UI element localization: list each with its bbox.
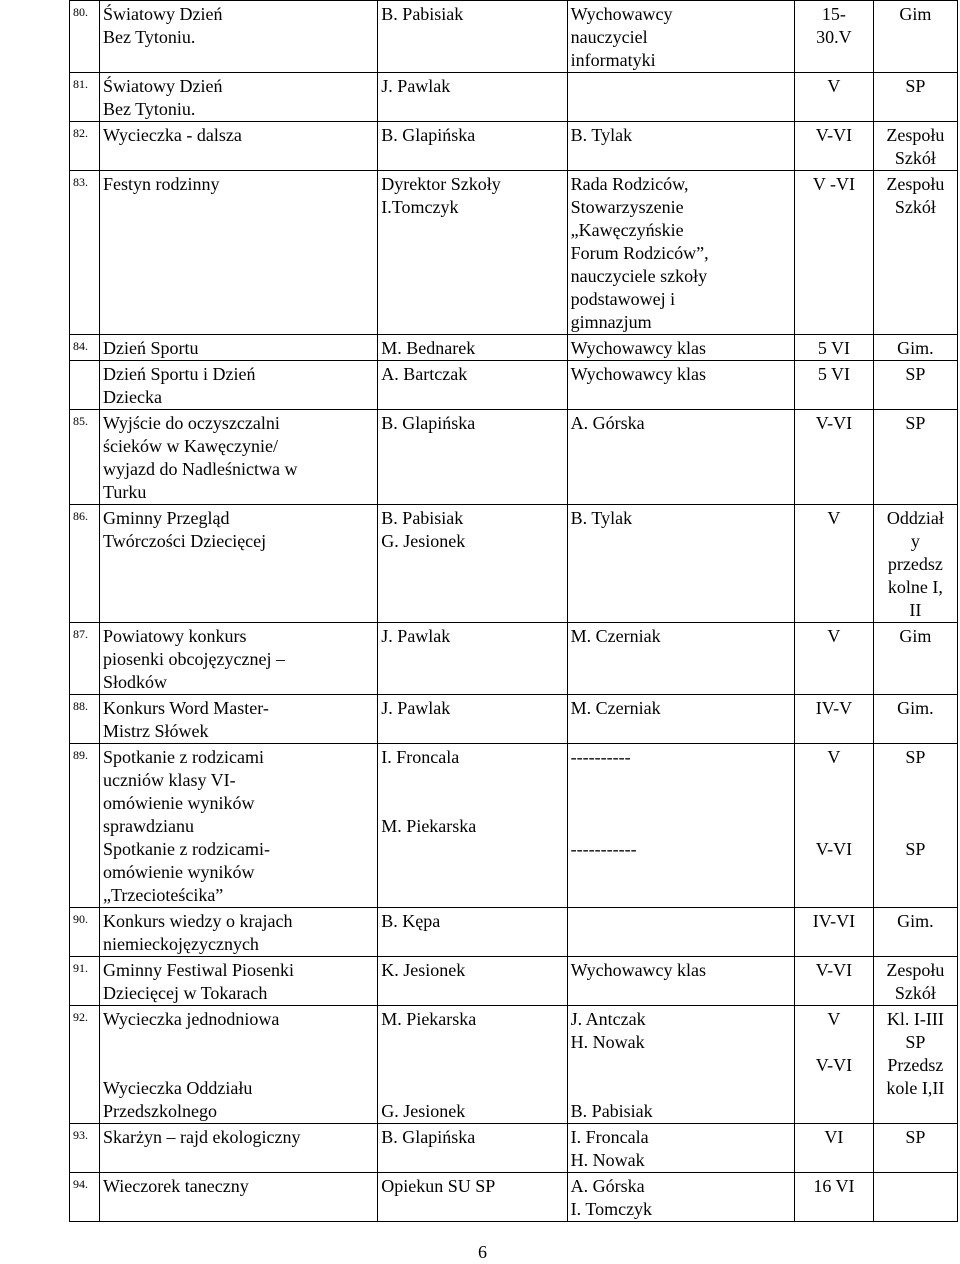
cell-line: Gminny Przegląd xyxy=(103,508,230,528)
cell-school xyxy=(873,171,957,335)
cell-line: G. Jesionek xyxy=(381,1101,466,1121)
cell-org xyxy=(378,744,567,908)
cell-who xyxy=(567,623,794,695)
cell-line: V-VI xyxy=(815,839,853,859)
cell-cls xyxy=(795,623,874,695)
cell-line: I. Tomczyk xyxy=(570,1199,653,1219)
cell-line: B. Glapińska xyxy=(381,1127,476,1147)
cell-line: nauczyciel xyxy=(570,27,648,47)
table-row xyxy=(70,744,958,908)
cell-line: SP xyxy=(905,1127,926,1147)
cell-line: Gim xyxy=(899,4,932,24)
table-row xyxy=(70,361,958,410)
cell-line: J. Pawlak xyxy=(381,626,451,646)
cell-school xyxy=(873,1006,957,1124)
cell-line: 16 VI xyxy=(813,1176,855,1196)
cell-line xyxy=(571,792,791,815)
cell-line: Gim. xyxy=(897,698,934,718)
cell-line: Opiekun SU SP xyxy=(381,1176,496,1196)
row-number: 80. xyxy=(70,1,100,73)
cell-line: J. Pawlak xyxy=(381,698,451,718)
cell-line: J. Antczak xyxy=(570,1009,646,1029)
cell-who xyxy=(567,505,794,623)
cell-line: B. Tylak xyxy=(570,508,633,528)
cell-org xyxy=(378,623,567,695)
cell-cls xyxy=(795,1,874,73)
cell-line: SP xyxy=(905,413,926,433)
row-number: 87. xyxy=(70,623,100,695)
row-number: 83. xyxy=(70,171,100,335)
cell-event xyxy=(100,1124,378,1173)
cell-line: Słodków xyxy=(103,672,168,692)
cell-line: ścieków w Kawęczynie/ xyxy=(103,436,278,456)
cell-line: sprawdzianu xyxy=(103,816,194,836)
cell-line xyxy=(877,792,954,815)
cell-line: 5 VI xyxy=(817,364,850,384)
cell-line: nauczyciele szkoły xyxy=(570,266,708,286)
cell-cls xyxy=(795,744,874,908)
cell-line: y xyxy=(910,531,920,551)
cell-org xyxy=(378,695,567,744)
cell-line: I. Froncala xyxy=(381,747,460,767)
cell-line: A. Bartczak xyxy=(381,364,468,384)
cell-line: A. Górska xyxy=(570,413,645,433)
cell-line: 5 VI xyxy=(817,338,850,358)
cell-who xyxy=(567,908,794,957)
cell-cls xyxy=(795,73,874,122)
cell-line: Kl. I-III xyxy=(886,1009,944,1029)
cell-line: M. Czerniak xyxy=(570,626,661,646)
cell-line: G. Jesionek xyxy=(381,531,466,551)
cell-cls xyxy=(795,957,874,1006)
cell-line: B. Pabisiak xyxy=(570,1101,653,1121)
cell-line xyxy=(571,1077,791,1100)
cell-line: V xyxy=(827,508,841,528)
cell-line xyxy=(877,769,954,792)
cell-org xyxy=(378,1,567,73)
cell-line xyxy=(798,769,870,792)
cell-line: Wycieczka Oddziału xyxy=(103,1078,253,1098)
cell-cls xyxy=(795,908,874,957)
cell-line: Zespołu xyxy=(886,125,945,145)
cell-line: M. Czerniak xyxy=(570,698,661,718)
cell-line: omówienie wyników xyxy=(103,793,255,813)
cell-line: V xyxy=(827,1009,841,1029)
cell-line: V-VI xyxy=(815,413,853,433)
cell-line: 30.V xyxy=(816,27,852,47)
cell-who xyxy=(567,361,794,410)
cell-who xyxy=(567,695,794,744)
cell-line: V-VI xyxy=(815,960,853,980)
cell-line: I. Froncala xyxy=(570,1127,649,1147)
cell-line: Wyjście do oczyszczalni xyxy=(103,413,280,433)
cell-line: Festyn rodzinny xyxy=(103,174,220,194)
cell-event xyxy=(100,410,378,505)
cell-event xyxy=(100,1006,378,1124)
row-number: 81. xyxy=(70,73,100,122)
cell-line: B. Kępa xyxy=(381,911,441,931)
cell-line: SP xyxy=(905,747,926,767)
cell-cls xyxy=(795,1006,874,1124)
cell-who xyxy=(567,73,794,122)
cell-line: ---------- xyxy=(570,747,631,767)
cell-event xyxy=(100,361,378,410)
cell-line: przedsz xyxy=(887,554,943,574)
cell-who xyxy=(567,744,794,908)
cell-line: gimnazjum xyxy=(570,312,652,332)
cell-line xyxy=(103,1031,374,1054)
cell-line: II xyxy=(909,600,922,620)
cell-cls xyxy=(795,1124,874,1173)
cell-line: kolne I, xyxy=(887,577,943,597)
cell-event xyxy=(100,744,378,908)
cell-school xyxy=(873,1173,957,1222)
cell-line: Dzień Sportu i Dzień xyxy=(103,364,256,384)
cell-line: V xyxy=(827,76,841,96)
cell-event xyxy=(100,122,378,171)
cell-line xyxy=(381,1054,563,1077)
cell-cls xyxy=(795,1173,874,1222)
cell-line xyxy=(877,815,954,838)
cell-line: Wychowawcy klas xyxy=(570,960,707,980)
cell-line: ----------- xyxy=(570,839,637,859)
cell-who xyxy=(567,1,794,73)
cell-line xyxy=(571,1054,791,1077)
cell-org xyxy=(378,1124,567,1173)
table-row xyxy=(70,73,958,122)
cell-line: Dziecka xyxy=(103,387,162,407)
cell-line: H. Nowak xyxy=(570,1150,645,1170)
cell-org xyxy=(378,73,567,122)
cell-org xyxy=(378,505,567,623)
cell-line: SP xyxy=(905,364,926,384)
cell-event xyxy=(100,1,378,73)
table-row xyxy=(70,122,958,171)
cell-event xyxy=(100,505,378,623)
cell-line: IV-VI xyxy=(812,911,856,931)
cell-line: piosenki obcojęzycznej – xyxy=(103,649,285,669)
cell-line: A. Górska xyxy=(570,1176,645,1196)
cell-line: Szkół xyxy=(894,148,936,168)
page-number: 6 xyxy=(478,1242,487,1262)
cell-school xyxy=(873,623,957,695)
cell-line: wyjazd do Nadleśnictwa w xyxy=(103,459,298,479)
cell-event xyxy=(100,623,378,695)
cell-line: Wycieczka - dalsza xyxy=(103,125,242,145)
cell-line xyxy=(571,910,791,933)
cell-line: J. Pawlak xyxy=(381,76,451,96)
table-row xyxy=(70,505,958,623)
cell-line: V-VI xyxy=(815,125,853,145)
cell-school xyxy=(873,744,957,908)
cell-line: Światowy Dzień xyxy=(103,76,223,96)
cell-line: Wychowawcy klas xyxy=(570,338,707,358)
cell-line: VI xyxy=(824,1127,844,1147)
cell-who xyxy=(567,410,794,505)
cell-org xyxy=(378,908,567,957)
cell-line xyxy=(798,815,870,838)
cell-line: Bez Tytoniu. xyxy=(103,99,196,119)
table-row xyxy=(70,1006,958,1124)
cell-line: Gminny Festiwal Piosenki xyxy=(103,960,295,980)
table-row xyxy=(70,908,958,957)
cell-line: V -VI xyxy=(812,174,855,194)
cell-school xyxy=(873,410,957,505)
cell-line: „Kawęczyńskie xyxy=(570,220,684,240)
cell-line: SP xyxy=(905,76,926,96)
cell-org xyxy=(378,122,567,171)
cell-line: niemieckojęzycznych xyxy=(103,934,259,954)
cell-line: Zespołu xyxy=(886,174,945,194)
cell-line: V xyxy=(827,626,841,646)
cell-cls xyxy=(795,335,874,361)
row-number xyxy=(70,361,100,410)
cell-line xyxy=(381,792,563,815)
cell-event xyxy=(100,908,378,957)
cell-line: Powiatowy konkurs xyxy=(103,626,247,646)
cell-line: Oddział xyxy=(886,508,944,528)
cell-cls xyxy=(795,361,874,410)
cell-who xyxy=(567,957,794,1006)
cell-who xyxy=(567,1006,794,1124)
cell-line: Szkół xyxy=(894,983,936,1003)
cell-line: Konkurs wiedzy o krajach xyxy=(103,911,293,931)
row-number: 86. xyxy=(70,505,100,623)
table-row xyxy=(70,1124,958,1173)
cell-school xyxy=(873,361,957,410)
cell-line: V xyxy=(827,747,841,767)
table-row xyxy=(70,410,958,505)
cell-line: Skarżyn – rajd ekologiczny xyxy=(103,1127,301,1147)
cell-cls xyxy=(795,505,874,623)
cell-line: Bez Tytoniu. xyxy=(103,27,196,47)
row-number: 88. xyxy=(70,695,100,744)
cell-line: SP xyxy=(905,839,926,859)
cell-line: Mistrz Słówek xyxy=(103,721,209,741)
cell-school xyxy=(873,1124,957,1173)
cell-line: M. Bednarek xyxy=(381,338,476,358)
cell-line: SP xyxy=(905,1032,926,1052)
cell-event xyxy=(100,1173,378,1222)
cell-line: H. Nowak xyxy=(570,1032,645,1052)
cell-line: Turku xyxy=(103,482,147,502)
cell-event xyxy=(100,957,378,1006)
cell-school xyxy=(873,1,957,73)
cell-cls xyxy=(795,122,874,171)
row-number: 89. xyxy=(70,744,100,908)
cell-line: kole I,II xyxy=(886,1078,945,1098)
cell-line: B. Pabisiak xyxy=(381,508,464,528)
cell-line: Przedszkolnego xyxy=(103,1101,217,1121)
cell-school xyxy=(873,695,957,744)
row-number: 85. xyxy=(70,410,100,505)
cell-line: Światowy Dzień xyxy=(103,4,223,24)
cell-org xyxy=(378,1173,567,1222)
cell-line xyxy=(571,815,791,838)
cell-school xyxy=(873,73,957,122)
row-number: 84. xyxy=(70,335,100,361)
cell-org xyxy=(378,410,567,505)
events-table xyxy=(69,0,958,1222)
row-number: 91. xyxy=(70,957,100,1006)
cell-line: Gim. xyxy=(897,911,934,931)
cell-line: Szkół xyxy=(894,197,936,217)
table-row xyxy=(70,957,958,1006)
row-number: 92. xyxy=(70,1006,100,1124)
cell-school xyxy=(873,908,957,957)
cell-line xyxy=(571,769,791,792)
cell-line: M. Piekarska xyxy=(381,816,477,836)
cell-line: Gim. xyxy=(897,338,934,358)
cell-line: B. Glapińska xyxy=(381,413,476,433)
cell-line: B. Glapińska xyxy=(381,125,476,145)
cell-line: Spotkanie z rodzicami xyxy=(103,747,264,767)
cell-line: Gim xyxy=(899,626,932,646)
cell-line xyxy=(381,769,563,792)
cell-cls xyxy=(795,171,874,335)
cell-org xyxy=(378,957,567,1006)
cell-org xyxy=(378,1006,567,1124)
cell-school xyxy=(873,122,957,171)
cell-who xyxy=(567,1124,794,1173)
cell-event xyxy=(100,335,378,361)
cell-who xyxy=(567,1173,794,1222)
row-number: 90. xyxy=(70,908,100,957)
cell-event xyxy=(100,695,378,744)
cell-line: B. Tylak xyxy=(570,125,633,145)
cell-line xyxy=(103,1054,374,1077)
cell-line: podstawowej i xyxy=(570,289,676,309)
row-number: 82. xyxy=(70,122,100,171)
cell-who xyxy=(567,335,794,361)
cell-line: omówienie wyników xyxy=(103,862,255,882)
cell-line: Dziecięcej w Tokarach xyxy=(103,983,268,1003)
cell-org xyxy=(378,335,567,361)
cell-line: Rada Rodziców, xyxy=(570,174,689,194)
cell-cls xyxy=(795,695,874,744)
cell-line: uczniów klasy VI- xyxy=(103,770,236,790)
cell-line: informatyki xyxy=(570,50,656,70)
cell-line: Przedsz xyxy=(887,1055,944,1075)
cell-line: „Trzecioteścika” xyxy=(103,885,224,905)
cell-school xyxy=(873,505,957,623)
cell-school xyxy=(873,335,957,361)
cell-line: Zespołu xyxy=(886,960,945,980)
cell-line: Dzień Sportu xyxy=(103,338,199,358)
cell-line: Wycieczka jednodniowa xyxy=(103,1009,280,1029)
cell-line xyxy=(798,1031,870,1054)
table-row xyxy=(70,1173,958,1222)
row-number: 93. xyxy=(70,1124,100,1173)
cell-line: Konkurs Word Master- xyxy=(103,698,269,718)
table-row xyxy=(70,695,958,744)
cell-line xyxy=(877,1175,954,1198)
row-number: 94. xyxy=(70,1173,100,1222)
cell-line: Wychowawcy xyxy=(570,4,673,24)
cell-line: Wychowawcy klas xyxy=(570,364,707,384)
cell-event xyxy=(100,171,378,335)
cell-line xyxy=(798,792,870,815)
cell-line: Forum Rodziców”, xyxy=(570,243,709,263)
cell-line: 15- xyxy=(821,4,846,24)
table-row xyxy=(70,623,958,695)
cell-line: IV-V xyxy=(815,698,853,718)
cell-line: B. Pabisiak xyxy=(381,4,464,24)
cell-line: Twórczości Dziecięcej xyxy=(103,531,267,551)
cell-line: V-VI xyxy=(815,1055,853,1075)
cell-line xyxy=(381,1077,563,1100)
table-row xyxy=(70,335,958,361)
cell-line xyxy=(571,75,791,98)
cell-line: I.Tomczyk xyxy=(381,197,459,217)
cell-org xyxy=(378,171,567,335)
cell-line: K. Jesionek xyxy=(381,960,466,980)
table-row xyxy=(70,171,958,335)
cell-cls xyxy=(795,410,874,505)
cell-line: Stowarzyszenie xyxy=(570,197,684,217)
cell-line: Dyrektor Szkoły xyxy=(381,174,501,194)
table-row xyxy=(70,1,958,73)
cell-event xyxy=(100,73,378,122)
cell-who xyxy=(567,122,794,171)
cell-line: M. Piekarska xyxy=(381,1009,477,1029)
cell-who xyxy=(567,171,794,335)
cell-line: Wieczorek taneczny xyxy=(103,1176,249,1196)
cell-line xyxy=(381,1031,563,1054)
cell-school xyxy=(873,957,957,1006)
cell-line: Spotkanie z rodzicami- xyxy=(103,839,270,859)
cell-org xyxy=(378,361,567,410)
